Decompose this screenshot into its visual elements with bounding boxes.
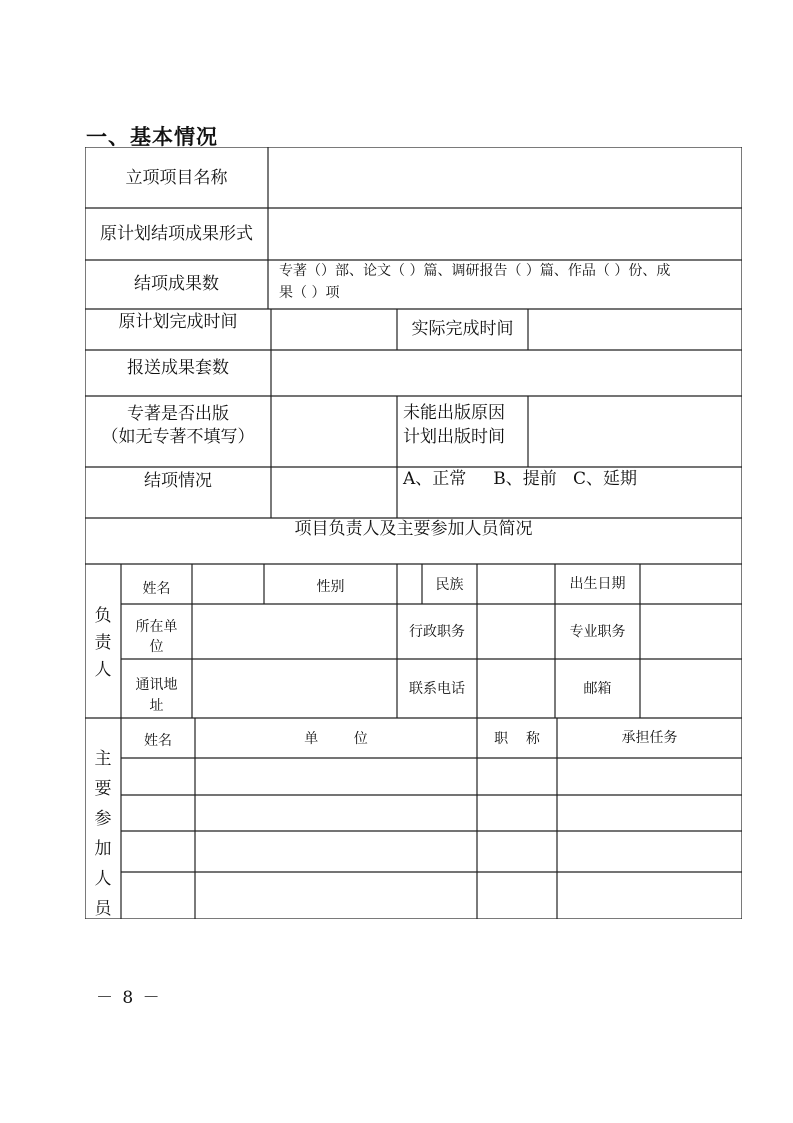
leader-birth-date-label: 出生日期: [569, 576, 626, 592]
status-options: A、正常 B、提前 C、延期: [403, 469, 638, 489]
leader-professional-position-field[interactable]: [641, 605, 741, 658]
leader-professional-position-label: 专业职务: [569, 624, 626, 640]
leader-address-label-2: 址: [149, 698, 164, 714]
participant-row[interactable]: [122, 832, 741, 871]
leader-birth-date-field[interactable]: [641, 565, 741, 603]
leader-admin-position-label: 行政职务: [409, 624, 465, 640]
project-name-label: 立项项目名称: [125, 168, 228, 188]
leader-mailbox-field[interactable]: [641, 660, 741, 717]
leader-name-field[interactable]: [193, 565, 263, 603]
not-published-reason-label: 未能出版原因: [403, 403, 505, 423]
result-count-text-2: 果（ ）项: [279, 285, 340, 301]
participants-label: 主 要 参 加 人 员: [94, 749, 112, 919]
leader-unit-label-1: 所在单: [135, 619, 178, 635]
planned-form-label: 原计划结项成果形式: [100, 224, 253, 244]
actual-time-field[interactable]: [529, 310, 741, 349]
planned-form-field[interactable]: [269, 209, 741, 259]
publish-reason-field[interactable]: [529, 397, 741, 466]
section-title: 一、基本情况: [86, 125, 218, 149]
published-question-label: 专著是否出版: [127, 404, 229, 424]
result-count-label: 结项成果数: [134, 274, 219, 294]
result-count-text-1: 专著（）部、论文（ ）篇、调研报告（ ）篇、作品（ ）份、成: [279, 263, 671, 279]
completion-status-field[interactable]: [272, 468, 396, 517]
published-note-label: （如无专著不填写）: [101, 427, 255, 447]
personnel-title: 项目负责人及主要参加人员简况: [294, 519, 533, 539]
published-field[interactable]: [272, 397, 396, 466]
leader-unit-label-2: 位: [149, 639, 164, 655]
leader-unit-field[interactable]: [193, 605, 396, 658]
leader-gender-label: 性别: [316, 579, 345, 595]
page-number: － 8 －: [96, 988, 162, 1008]
participant-col-name: 姓名: [144, 733, 172, 749]
leader-mailbox-label: 邮箱: [583, 681, 612, 697]
leader-name-label: 姓名: [142, 581, 171, 597]
leader-phone-field[interactable]: [478, 660, 554, 717]
leader-label: 负 责 人: [94, 606, 112, 680]
planned-time-field[interactable]: [272, 310, 396, 349]
leader-phone-label: 联系电话: [409, 681, 465, 697]
leader-address-field[interactable]: [193, 660, 396, 717]
participant-row[interactable]: [122, 873, 741, 918]
leader-ethnicity-field[interactable]: [478, 565, 554, 603]
submitted-sets-label: 报送成果套数: [127, 358, 229, 378]
leader-address-label-1: 通讯地: [135, 677, 178, 693]
actual-time-label: 实际完成时间: [411, 319, 514, 339]
project-name-field[interactable]: [269, 148, 741, 207]
leader-ethnicity-label: 民族: [435, 577, 464, 593]
submitted-sets-field[interactable]: [272, 351, 741, 395]
participant-row[interactable]: [122, 796, 741, 830]
participant-col-task: 承担任务: [621, 730, 678, 746]
leader-gender-field[interactable]: [398, 565, 421, 603]
participant-col-unit: 单 位: [304, 731, 368, 747]
completion-status-label: 结项情况: [144, 471, 212, 491]
participant-col-title: 职 称: [494, 731, 540, 747]
leader-admin-position-field[interactable]: [478, 605, 554, 658]
planned-time-label: 原计划完成时间: [118, 312, 238, 332]
participant-row[interactable]: [122, 759, 741, 794]
basic-info-form: [85, 147, 742, 919]
planned-publish-time-label: 计划出版时间: [403, 427, 505, 447]
